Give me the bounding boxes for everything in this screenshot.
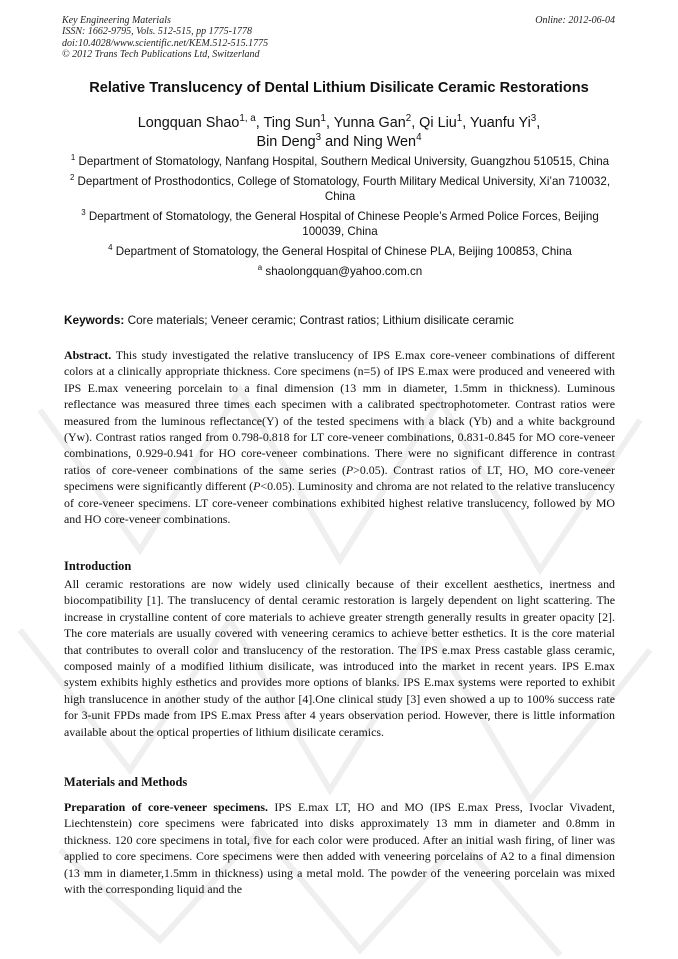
author-affiliation-mark: 1 [456,113,463,125]
abstract-text: <0.05). Luminosity and chroma are not related to the relative translucency of core-veneer specimens. LT core-veneer combinations exhibited highest relative translucency, followed by MO and HO core-veneer combinations. [64,479,615,527]
affiliation-mark: 2 [69,173,75,183]
methods-heading: Materials and Methods [64,775,188,789]
keywords-label: Keywords: [64,313,125,327]
email-address: shaolongquan@yahoo.com.cn [262,265,423,279]
author-name: Bin Deng [256,134,316,150]
affiliation-item [62,210,618,239]
keywords-text: Core materials; Veneer ceramic; Contrast ratios; Lithium disilicate ceramic [124,313,514,327]
introduction-paragraph: All ceramic restorations are now widely used clinically because of their excellent aesthetics, inertness and biocompatibility [1]. The translucency of dental ceramic restoration is largely dependent on light scattering. The increase in crystalline content of core materials to achieve greater strength generally results in greater opacity [2]. The core materials are usually covered with veneering ceramics to achieve better esthetics. It is the core material that contributes to overall color and translucency of the restoration. The IPS e.max Press castable glass ceramic, composed mainly of a modified lithium disilicate, was introduced into the market in recent years. IPS E.max system exhibits highly esthetics and provides more options of blanks. IPS E.max systems were reported to exhibit high translucence in another study of the author [4].One clinical study [3] even showed a up to 100% success rate for 3-unit FPDs made from IPS E.max Press after 4 years observation period. However, there is little information available about the optical properties of lithium disilicate ceramics. [64,577,615,739]
issn-line: ISSN: 1662-9795, Vols. 512-515, pp 1775-1778 [62,26,252,38]
author-affiliation-mark: 3 [530,113,537,125]
keywords-line [64,313,618,327]
methods-subheading: Preparation of core-veneer specimens. [64,800,268,814]
author-affiliation-mark: 1, a [239,113,256,125]
author-name: and Ning Wen [321,134,417,150]
p-value-symbol: P [253,479,261,494]
affiliation-text: Department of Stomatology, the General Hospital of Chinese People’s Armed Police Forces, Beijing 100039, China [85,210,599,238]
author-affiliation-mark: 2 [405,113,412,125]
abstract-text: >0.05). Contrast ratios of LT, HO, MO core-veneer specimens were significantly different ( [64,462,615,494]
author-affiliation-mark: 4 [416,132,422,144]
methods-paragraph [64,799,615,897]
affiliation-item [62,155,618,170]
author-list [60,114,618,152]
author-name: , Yunna Gan [325,115,406,131]
p-value-symbol: P [345,462,354,477]
author-name: Longquan Shao [137,115,240,131]
author-separator: , [536,115,541,131]
copyright-line: © 2012 Trans Tech Publications Ltd, Switzerland [62,49,260,61]
affiliation-text: Department of Stomatology, the General Hospital of Chinese PLA, Beijing 100853, China [112,245,572,259]
affiliation-mark: 3 [81,208,86,218]
affiliation-text: Department of Stomatology, Nanfang Hospital, Southern Medical University, Guangzhou 510515, China [75,155,610,168]
author-affiliation-mark: 3 [315,132,322,144]
author-name: , Ting Sun [255,115,321,131]
author-name: , Qi Liu [411,115,457,131]
affiliation-mark: 1 [70,153,76,163]
email-line [62,265,618,280]
journal-header [62,15,268,61]
author-name: , Yuanfu Yi [462,115,531,131]
affiliation-list [62,155,618,285]
abstract-label: Abstract. [64,348,112,362]
doi-line: doi:10.4028/www.scientific.net/KEM.512-515.1775 [62,37,269,49]
online-date: Online: 2012-06-04 [535,15,615,26]
affiliation-item [62,175,618,204]
affiliation-mark: 4 [108,243,113,253]
affiliation-item [62,245,618,260]
email-mark: a [257,263,263,273]
abstract-paragraph [64,347,615,527]
abstract-text: This study investigated the relative translucency of IPS E.max core-veneer combinations of different colors at a clinically appropriate thickness. Core specimens (n=5) of IPS E.max were produced and veneered with IPS E.max veneering porcelain to a final dimension (13 mm in diameter, 1.5mm in thickness). Luminous reflectance was measured three times each specimen with a calibrated spectrophotometer. Contrast ratios were measured from the luminous reflectance(Y) of the tested specimens with a black (Yb) and a white background (Yw). Contrast ratios ranged from 0.798-0.818 for LT core-veneer combinations, 0.831-0.845 for MO core-veneer combinations, 0.929-0.941 for HO core-veneer combinations. There were no significant difference in contrast ratios of core-veneer combinations of the same series ( [64,348,615,477]
journal-name: Key Engineering Materials [62,15,171,26]
author-affiliation-mark: 1 [320,113,326,125]
introduction-heading: Introduction [64,559,132,573]
methods-text: IPS E.max LT, HO and MO (IPS E.max Press, Ivoclar Vivadent, Liechtenstein) core specimens were fabricated into disks approximately 13 mm in diameter and 0.8mm in thickness. 120 core specimens in total, five for each color were produced. After an initial wash firing, of liner was applied to core specimens. Core specimens were then added with veneering porcelains of A2 to a final dimension (13 mm in diameter,1.5mm in thickness) using a metal mold. The powder of the veneering porcelain was mixed with the corresponding liquid and the [64,800,615,897]
affiliation-text: Department of Prosthodontics, College of Stomatology, Fourth Military Medical University, Xi’an 710032, China [74,175,611,203]
paper-title: Relative Translucency of Dental Lithium Disilicate Ceramic Restorations [89,80,589,96]
